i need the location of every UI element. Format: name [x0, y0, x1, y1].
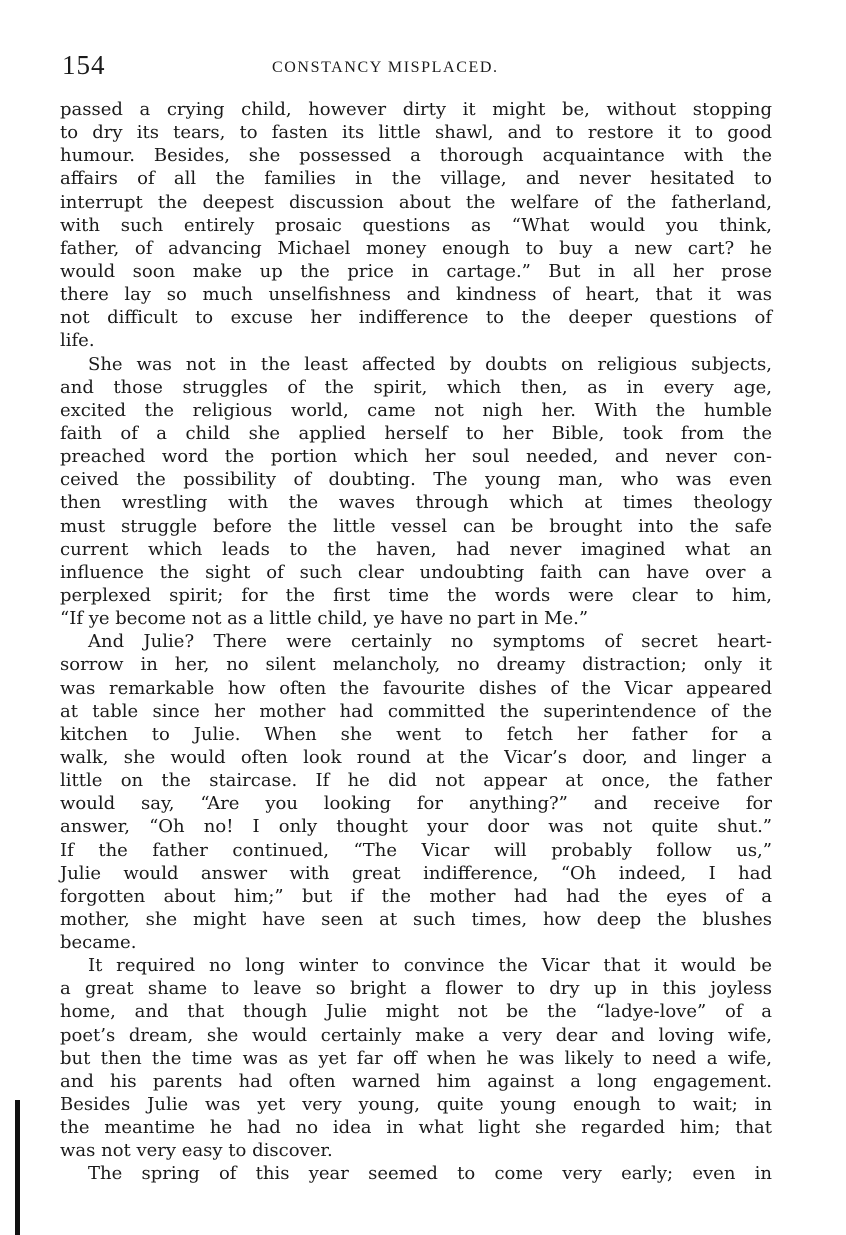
- text-line: kitchen to Julie. When she went to fetch her father for a: [60, 723, 772, 745]
- text-line: She was not in the least affected by doubts on religious subjects,: [88, 353, 772, 375]
- body-text: [60, 98, 772, 1186]
- text-line: ceived the possibility of doubting. The young man, who was even: [60, 469, 772, 491]
- text-line: “If ye become not as a little child, ye have no part in Me.”: [60, 608, 589, 630]
- text-line: perplexed spirit; for the first time the words were clear to him,: [60, 584, 772, 606]
- text-line: not difficult to excuse her indifference to the deeper questions of: [60, 307, 772, 329]
- text-line: walk, she would often look round at the Vicar’s door, and linger a: [60, 746, 772, 768]
- text-line: passed a crying child, however dirty it might be, without stopping: [60, 99, 772, 120]
- text-line: would say, “Are you looking for anything?” and receive for: [60, 793, 772, 815]
- text-line: to dry its tears, to fasten its little shawl, and to restore it to good: [60, 122, 772, 144]
- text-line: must struggle before the little vessel can be brought into the safe: [60, 515, 772, 537]
- running-head: CONSTANCY MISPLACED.: [272, 59, 499, 76]
- text-line: with such entirely prosaic questions as “What would you think,: [60, 214, 772, 236]
- text-line: interrupt the deepest discussion about the welfare of the fatherland,: [60, 191, 772, 213]
- text-line: would soon make up the price in cartage.” But in all her prose: [60, 260, 772, 282]
- text-line: humour. Besides, she possessed a thorough acquaintance with the: [60, 145, 772, 167]
- text-line: life.: [60, 330, 95, 352]
- page-header: [62, 50, 782, 84]
- text-line: sorrow in her, no silent melancholy, no dreamy distraction; only it: [60, 654, 772, 676]
- text-line: little on the staircase. If he did not appear at once, the father: [60, 770, 772, 792]
- page-edge-rule: [15, 1100, 20, 1235]
- text-line: Besides Julie was yet very young, quite young enough to wait; in: [60, 1094, 772, 1116]
- text-line: poet’s dream, she would certainly make a very dear and loving wife,: [60, 1024, 772, 1046]
- text-line: current which leads to the haven, had never imagined what an: [60, 538, 772, 560]
- text-line: The spring of this year seemed to come very early; even in: [88, 1163, 772, 1185]
- text-line: It required no long winter to convince the Vicar that it would be: [88, 955, 772, 977]
- text-line: at table since her mother had committed the superintendence of the: [60, 700, 772, 722]
- text-line: and his parents had often warned him against a long engagement.: [60, 1070, 772, 1092]
- text-line: a great shame to leave so bright a flower to dry up in this joyless: [60, 978, 772, 1000]
- page-number: 154: [62, 50, 106, 80]
- text-line: was not very easy to discover.: [60, 1140, 333, 1162]
- text-line: then wrestling with the waves through which at times theology: [60, 492, 772, 514]
- text-line: influence the sight of such clear undoubting faith can have over a: [60, 561, 772, 583]
- text-line: answer, “Oh no! I only thought your door was not quite shut.”: [60, 816, 772, 838]
- text-line: became.: [60, 932, 137, 954]
- text-line: affairs of all the families in the village, and never hesitated to: [60, 168, 772, 190]
- text-line: the meantime he had no idea in what light she regarded him; that: [60, 1117, 772, 1139]
- text-line: mother, she might have seen at such times, how deep the blushes: [60, 908, 772, 930]
- text-line: there lay so much unselfishness and kindness of heart, that it was: [60, 284, 772, 306]
- text-line: was remarkable how often the favourite dishes of the Vicar appeared: [60, 677, 772, 699]
- text-line: forgotten about him;” but if the mother had had the eyes of a: [60, 885, 772, 907]
- text-line: home, and that though Julie might not be the “ladye-love” of a: [60, 1001, 772, 1023]
- text-line: excited the religious world, came not nigh her. With the humble: [60, 399, 772, 421]
- text-line: Julie would answer with great indifference, “Oh indeed, I had: [60, 862, 772, 884]
- text-line: preached word the portion which her soul needed, and never con-: [60, 446, 772, 468]
- text-line: father, of advancing Michael money enough to buy a new cart? he: [60, 237, 772, 259]
- text-line: If the father continued, “The Vicar will probably follow us,”: [60, 839, 772, 861]
- text-line: faith of a child she applied herself to her Bible, took from the: [60, 422, 772, 444]
- text-line: and those struggles of the spirit, which then, as in every age,: [60, 376, 772, 398]
- text-line: And Julie? There were certainly no symptoms of secret heart-: [88, 631, 772, 653]
- text-line: but then the time was as yet far off when he was likely to need a wife,: [60, 1047, 772, 1069]
